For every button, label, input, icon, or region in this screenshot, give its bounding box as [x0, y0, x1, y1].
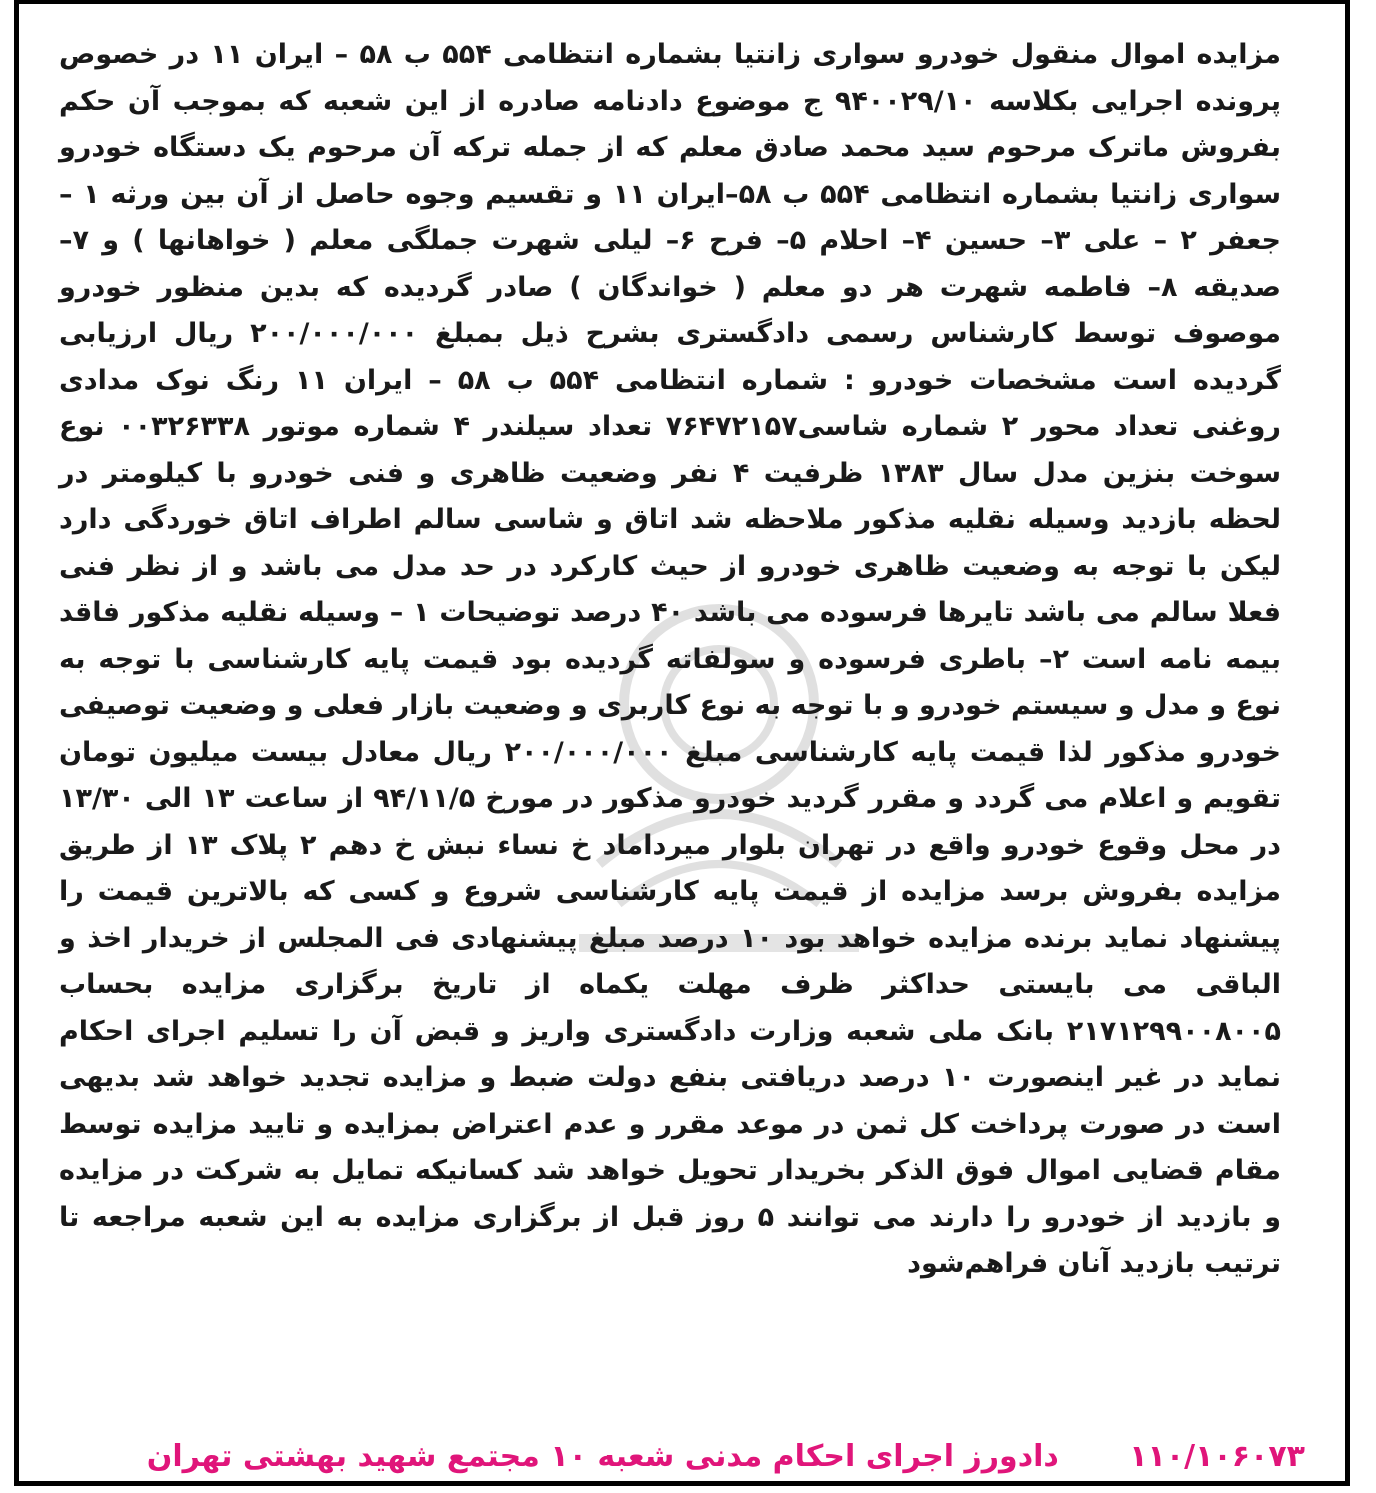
notice-footer: [59, 1432, 1305, 1482]
auction-notice: [14, 0, 1350, 1486]
notice-body: مزایده اموال منقول خودرو سواری زانتیا بشماره انتظامی ۵۵۴ ب ۵۸ – ایران ۱۱ در خصوص پرونده اجرایی بکلاسه ۹۴۰۰۲۹/۱۰ ج موضوع دادنامه صادره از این شعبه که بموجب آن حکم بفروش ماترک مرحوم سید محمد صادق معلم که از جمله ترکه آن مرحوم یک دستگاه خودرو سواری زانتیا بشماره انتظامی ۵۵۴ ب ۵۸–ایران ۱۱ و تقسیم وجوه حاصل از آن بین ورثه ۱ – جعفر ۲ – علی ۳– حسین ۴– احلام ۵– فرح ۶– لیلی شهرت جملگی معلم ( خواهانها ) و ۷– صدیقه ۸– فاطمه شهرت هر دو معلم ( خواندگان ) صادر گردیده که بدین منظور خودرو موصوف توسط کارشناس رسمی دادگستری بشرح ذیل بمبلغ ۲۰۰/۰۰۰/۰۰۰ ریال ارزیابی گردیده است مشخصات خودرو : شماره انتظامی ۵۵۴ ب ۵۸ – ایران ۱۱ رنگ نوک مدادی روغنی تعداد محور ۲ شماره شاسی۷۶۴۷۲۱۵۷ تعداد سیلندر ۴ شماره موتور ۰۰۳۲۶۳۳۸ نوع سوخت بنزین مدل سال ۱۳۸۳ ظرفیت ۴ نفر وضعیت ظاهری و فنی خودرو با کیلومتر در لحظه بازدید وسیله نقلیه مذکور ملاحظه شد اتاق و شاسی سالم اطراف اتاق خوردگی دارد لیکن با توجه به وضعیت ظاهری خودرو از حیث کارکرد در حد مدل می باشد و از نظر فنی فعلا سالم می باشد تایرها فرسوده می باشد ۴۰ درصد توضیحات ۱ – وسیله نقلیه مذکور فاقد بیمه نامه است ۲– باطری فرسوده و سولفاته گردیده بود قیمت پایه کارشناسی با توجه به نوع و مدل و سیستم خودرو و با توجه به نوع کاربری و وضعیت بازار فعلی و وضعیت توصیفی خودرو مذکور لذا قیمت پایه کارشناسی مبلغ ۲۰۰/۰۰۰/۰۰۰ ریال معادل بیست میلیون تومان تقویم و اعلام می گردد و مقرر گردید خودرو مذکور در مورخ ۹۴/۱۱/۵ از ساعت ۱۳ الی ۱۳/۳۰ در محل وقوع خودرو واقع در تهران بلوار میرداماد خ نساء نبش خ دهم ۲ پلاک ۱۳ از طریق مزایده بفروش برسد مزایده از قیمت پایه کارشناسی شروع و کسی که بالاترین قیمت را پیشنهاد نماید برنده مزایده خواهد بود ۱۰ درصد مبلغ پیشنهادی فی المجلس از خریدار اخذ و الباقی می بایستی حداکثر ظرف مهلت یکماه از تاریخ برگزاری مزایده بحساب ۲۱۷۱۲۹۹۰۰۸۰۰۵ بانک ملی شعبه وزارت دادگستری واریز و قبض آن را تسلیم اجرای احکام نماید در غیر اینصورت ۱۰ درصد دریافتی بنفع دولت ضبط و مزایده تجدید خواهد شد بدیهی است در صورت پرداخت کل ثمن در موعد مقرر و عدم اعتراض بمزایده و تایید مزایده توسط مقام قضایی اموال فوق الذکر بخریدار تحویل خواهد شد کسانیکه تمایل به شرکت در مزایده و بازدید از خودرو را دارند می توانند ۵ روز قبل از برگزاری مزایده به این شعبه مراجعه تا ترتیب بازدید آنان فراهم‌شود: [59, 39, 1282, 1279]
notice-reference-code: ۱۱۰/۱۰۶۰۷۳: [1129, 1439, 1305, 1474]
notice-issuer: دادورز اجرای احکام مدنی شعبه ۱۰ مجتمع شهید بهشتی تهران: [146, 1439, 1059, 1474]
